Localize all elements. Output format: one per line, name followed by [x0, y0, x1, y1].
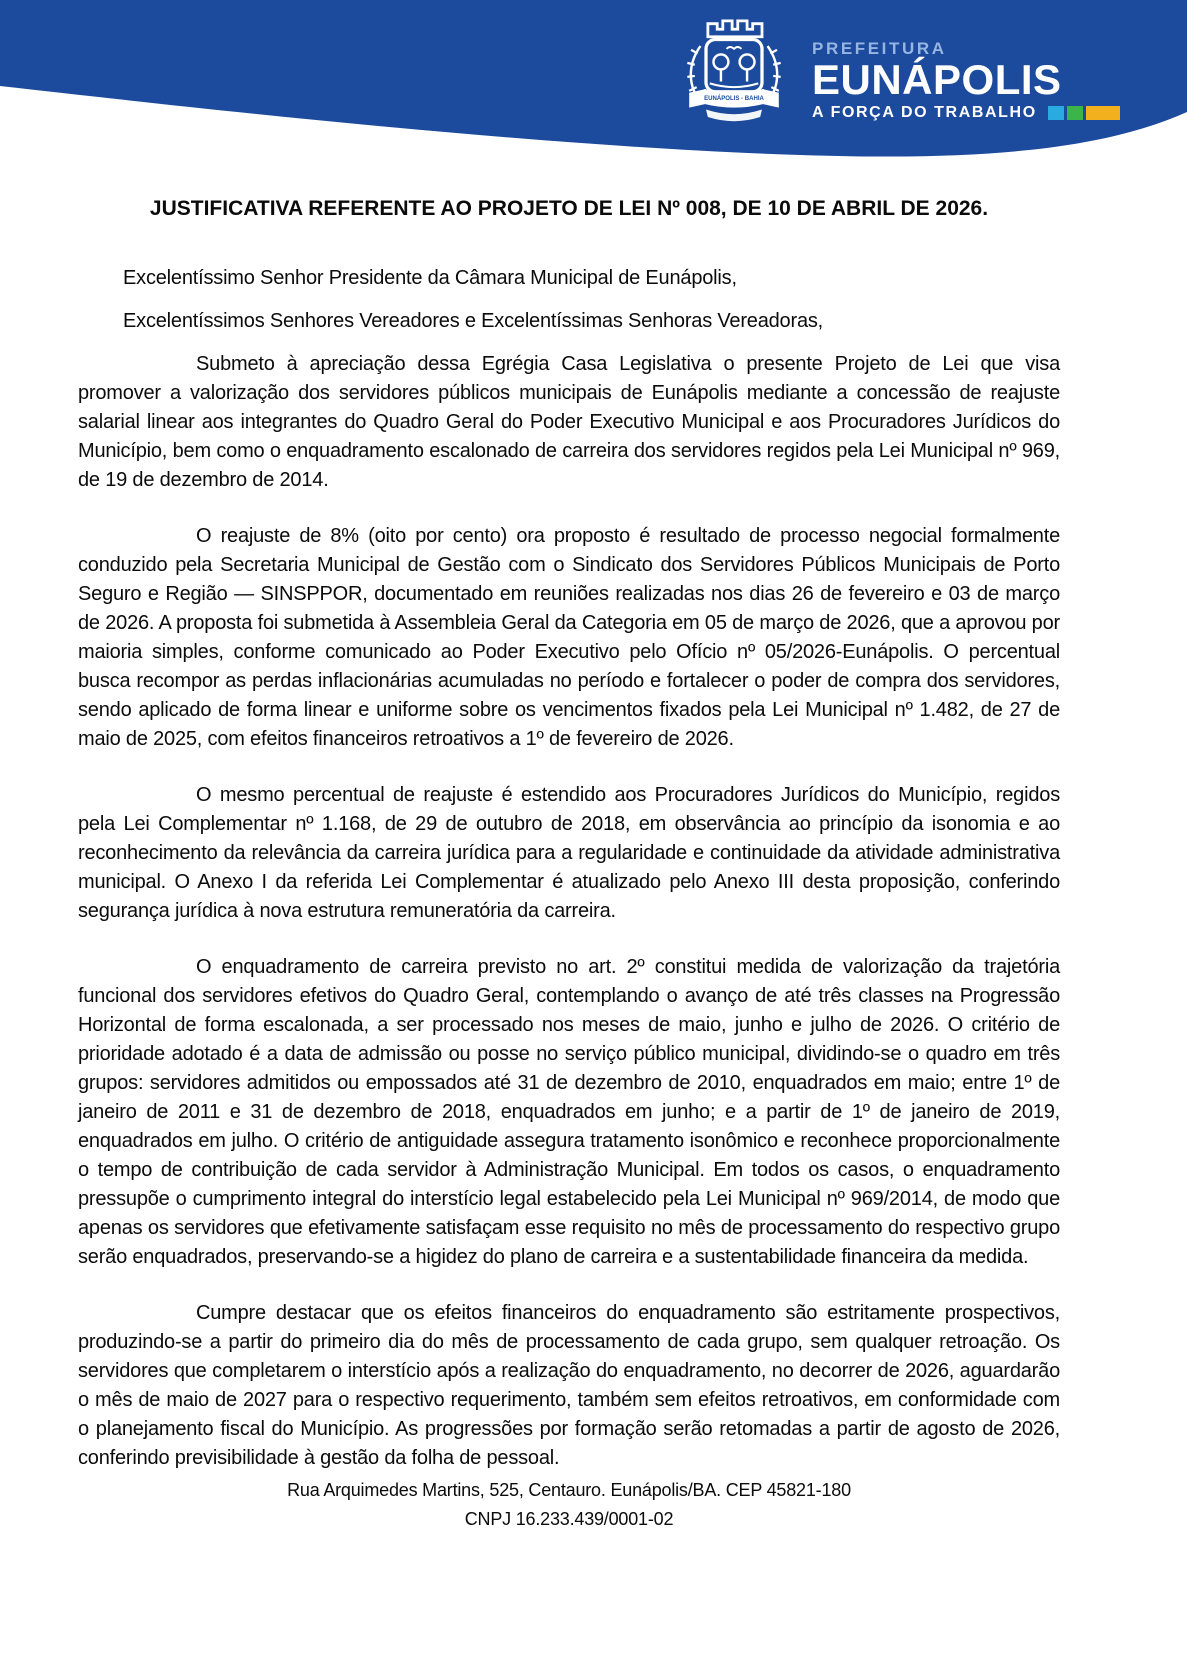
brand-slogan-label: A FORÇA DO TRABALHO [812, 104, 1037, 121]
brand-lockup [812, 40, 1112, 122]
body-paragraph: Cumpre destacar que os efeitos financeiros do enquadramento são estritamente prospectivos, produzindo-se a partir do primeiro dia do mês de processamento de cada grupo, sem qualquer retroação. Os servidores que completarem o interstício após a realização do enquadramento, no decorrer de 2026, aguardarão o mês de maio de 2027 para o respectivo requerimento, também sem efeitos retroativos, em conformidade com o planejamento fiscal do Município. As progressões por formação serão retomadas a partir de agosto de 2026, conferindo previsibilidade à gestão da folha de pessoal. [78, 1302, 1060, 1469]
body-paragraph: Submeto à apreciação dessa Egrégia Casa Legislativa o presente Projeto de Lei que visa promover a valorização dos servidores públicos municipais de Eunápolis mediante a concessão de reajuste salarial linear aos integrantes do Quadro Geral do Poder Executivo Municipal e aos Procuradores Jurídicos do Município, bem como o enquadramento escalonado de carreira dos servidores regidos pela Lei Municipal nº 969, de 19 de dezembro de 2014. [78, 353, 1060, 491]
coat-of-arms-icon [678, 10, 790, 140]
salutation-line: Excelentíssimos Senhores Vereadores e Excelentíssimas Senhoras Vereadoras, [123, 310, 824, 332]
crest-bird [727, 47, 742, 49]
crest-ribbon-label: EUNÁPOLIS - BAHIA [704, 96, 764, 103]
header-banner [0, 0, 1187, 175]
accent-block-green [1067, 106, 1083, 120]
document-title: JUSTIFICATIVA REFERENTE AO PROJETO DE LEI Nº 008, DE 10 DE ABRIL DE 2026. [149, 197, 989, 220]
accent-block-yellow [1086, 106, 1120, 120]
brand-accent-blocks [1045, 106, 1120, 120]
salutations [78, 264, 1060, 336]
accent-block-lightblue [1048, 106, 1064, 120]
crest-crown [708, 21, 762, 37]
salutation-line: Excelentíssimo Senhor Presidente da Câmara Municipal de Eunápolis, [123, 267, 737, 289]
page-footer [78, 1476, 1060, 1534]
body-paragraph: O reajuste de 8% (oito por cento) ora proposto é resultado de processo negocial formalmente conduzido pela Secretaria Municipal de Gestão com o Sindicato dos Servidores Públicos Municipais de Porto Seguro e Região — SINSPPOR, documentado em reuniões realizadas nos dias 26 de fevereiro e 03 de março de 2026. A proposta foi submetida à Assembleia Geral da Categoria em 05 de março de 2026, que a aprovou por maioria simples, conforme comunicado ao Poder Executivo pelo Ofício nº 05/2026-Eunápolis. O percentual busca recompor as perdas inflacionárias acumuladas no período e fortalecer o poder de compra dos servidores, sendo aplicado de forma linear e uniforme sobre os vencimentos fixados pela Lei Municipal nº 1.482, de 27 de maio de 2025, com efeitos financeiros retroativos a 1º de fevereiro de 2026. [78, 525, 1060, 750]
brand-city-label: EUNÁPOLIS [812, 56, 1062, 103]
body-paragraph: O mesmo percentual de reajuste é estendido aos Procuradores Jurídicos do Município, regidos pela Lei Complementar nº 1.168, de 29 de outubro de 2018, em observância ao princípio da isonomia e ao reconhecimento da relevância da carreira jurídica para a regularidade e continuidade da atividade administrativa municipal. O Anexo I da referida Lei Complementar é atualizado pelo Anexo III desta proposição, conferindo segurança jurídica à nova estrutura remuneratória da carreira. [78, 784, 1060, 922]
body-paragraph: O enquadramento de carreira previsto no art. 2º constitui medida de valorização da trajetória funcional dos servidores efetivos do Quadro Geral, contemplando o avanço de até três classes na Progressão Horizontal de forma escalonada, a ser processado nos meses de maio, junho e julho de 2026. O critério de prioridade adotado é a data de admissão ou posse no serviço público municipal, dividindo-se o quadro em três grupos: servidores admitidos ou empossados até 31 de dezembro de 2010, enquadrados em maio; entre 1º de janeiro de 2011 e 31 de dezembro de 2018, enquadrados em junho; e a partir de 1º de janeiro de 2019, enquadrados em julho. O critério de antiguidade assegura tratamento isonômico e reconhece proporcionalmente o tempo de contribuição de cada servidor à Administração Municipal. Em todos os casos, o enquadramento pressupõe o cumprimento integral do interstício legal estabelecido pela Lei Municipal nº 969/2014, de modo que apenas os servidores que efetivamente satisfaçam esse requisito no mês de processamento do respectivo grupo serão enquadrados, preservando-se a higidez do plano de carreira e a sustentabilidade financeira da medida. [78, 956, 1060, 1268]
footer-cnpj: CNPJ 16.233.439/0001-02 [464, 1509, 674, 1529]
crest-trees [710, 54, 759, 87]
footer-address: Rua Arquimedes Martins, 525, Centauro. Eunápolis/BA. CEP 45821-180 [287, 1480, 851, 1500]
brand-prefeitura-label: PREFEITURA [812, 39, 947, 58]
document-content [78, 196, 1060, 1500]
crest-ribbon [689, 89, 779, 121]
